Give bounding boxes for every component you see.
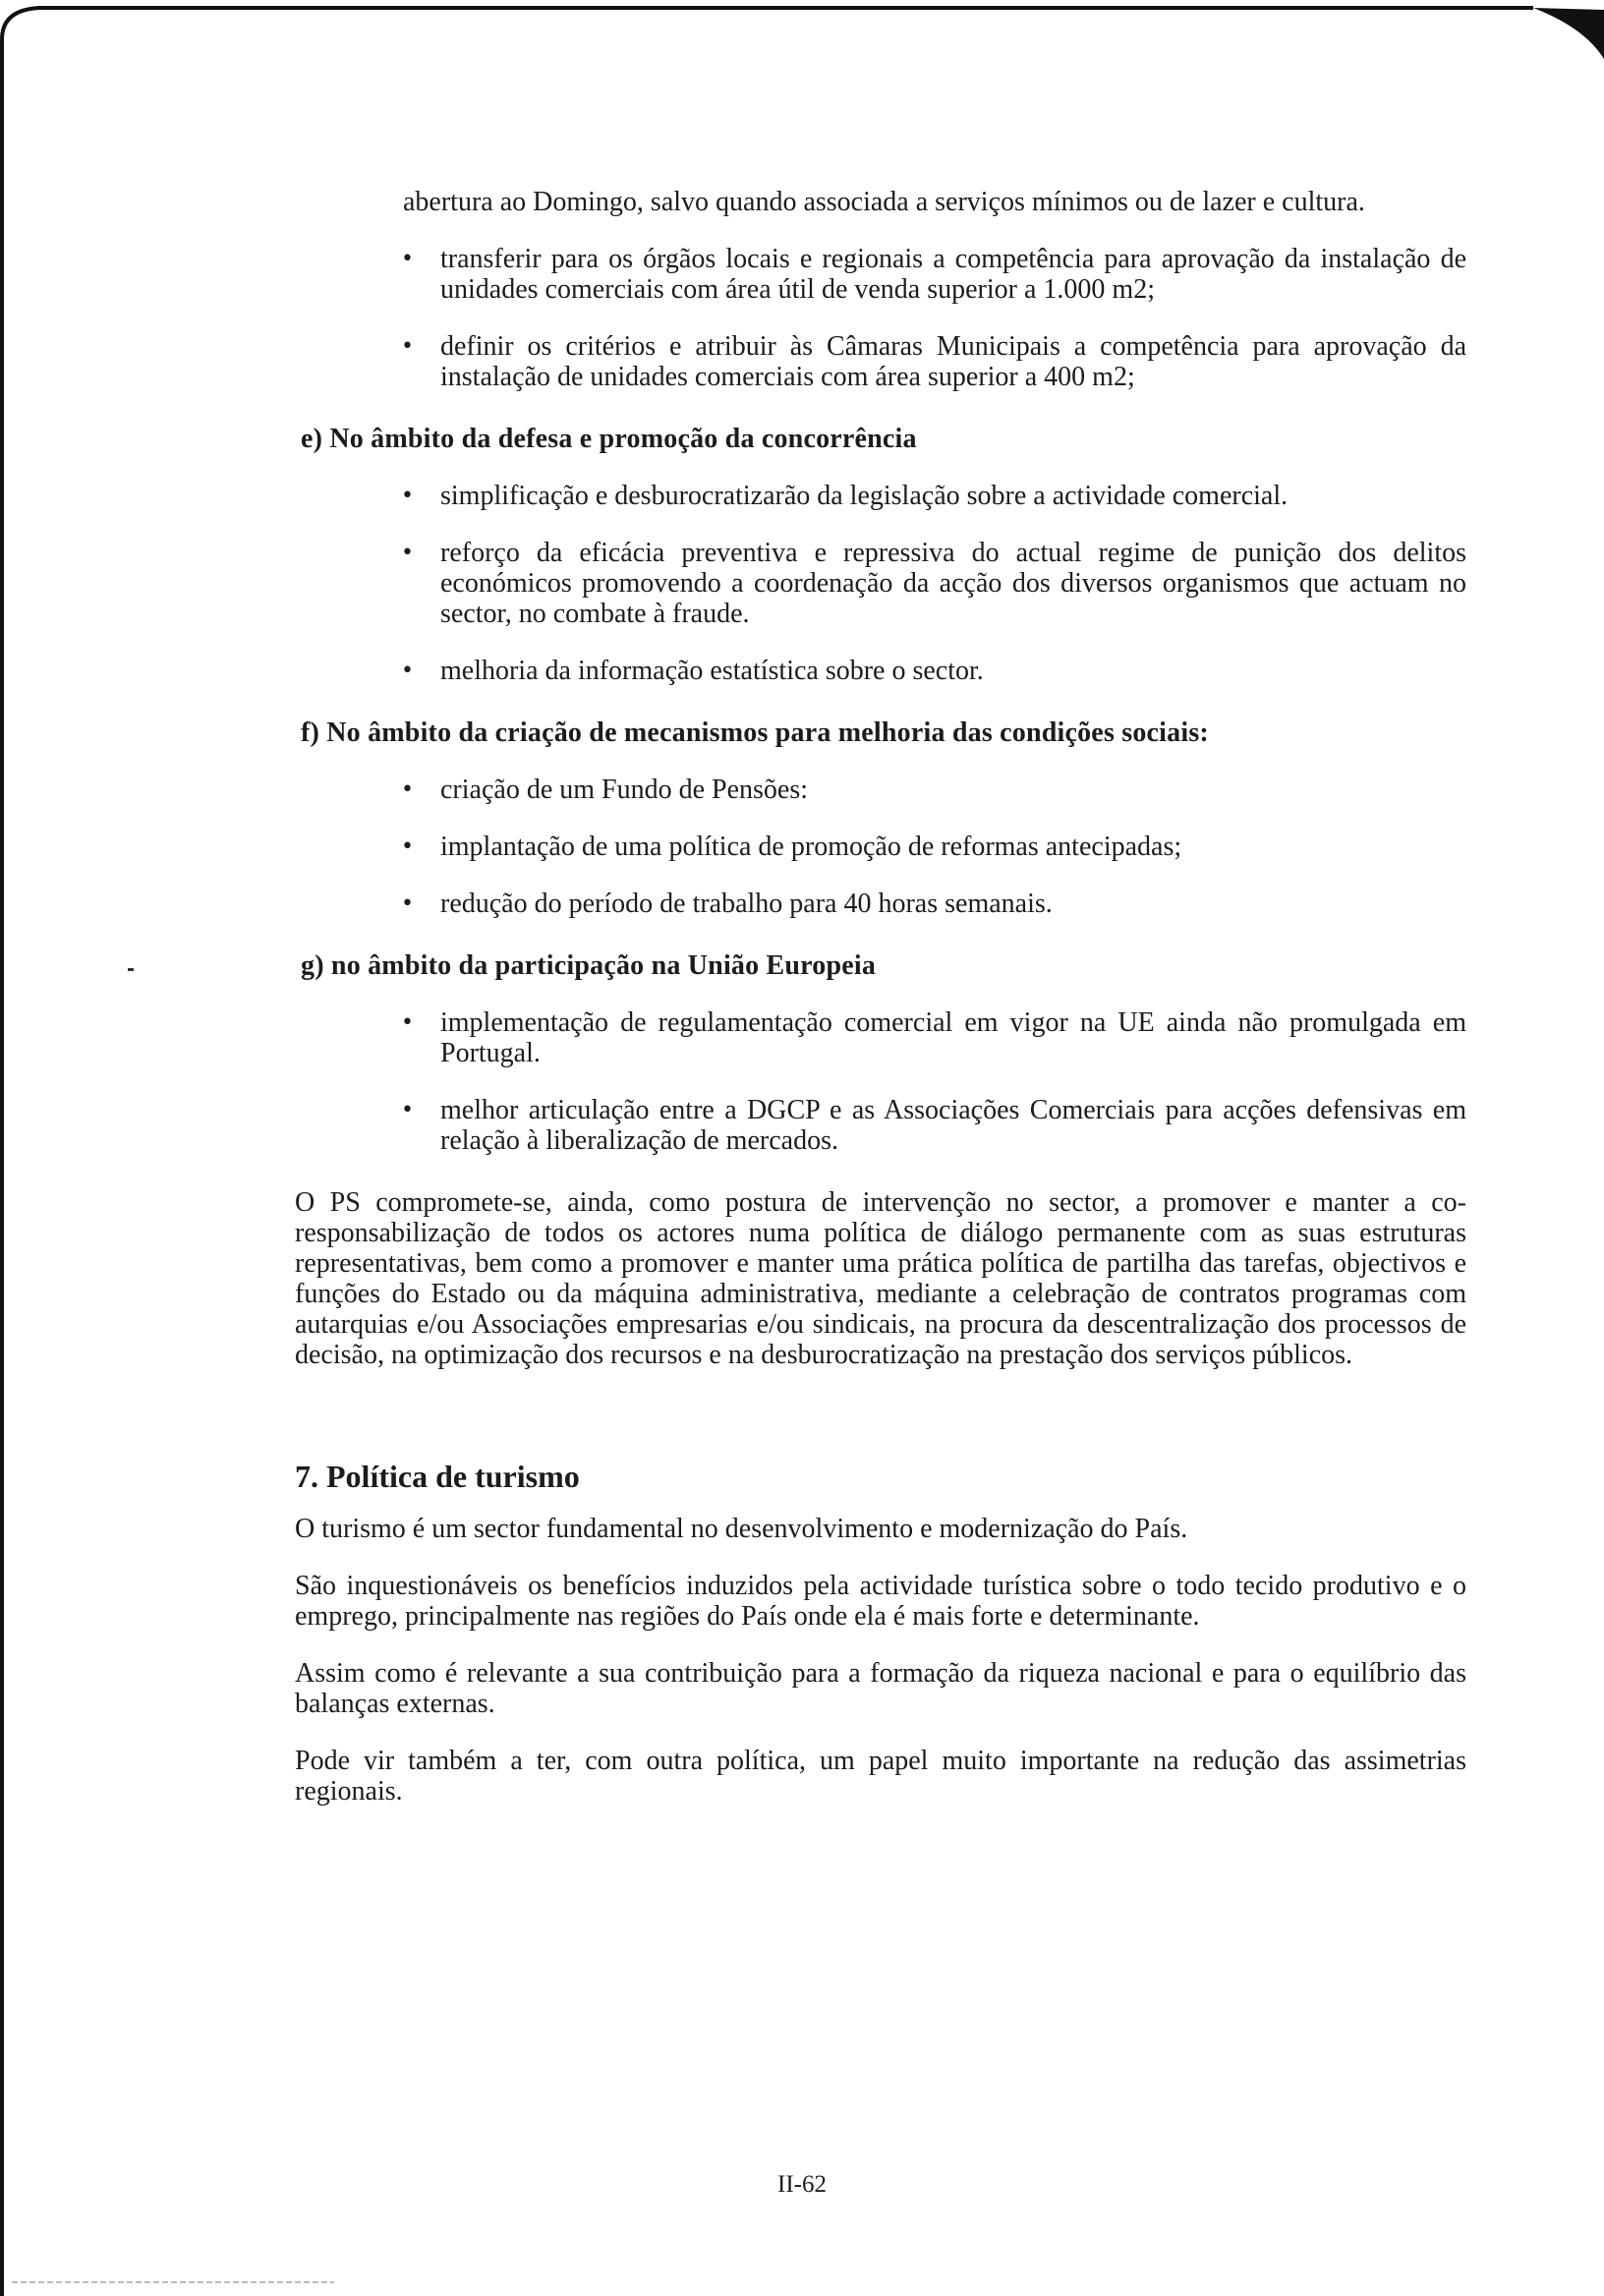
intro-bullet-list — [440, 244, 1466, 392]
chapter-paragraph: O turismo é um sector fundamental no desenvolvimento e modernização do País. — [295, 1514, 1188, 1544]
document-body — [295, 187, 1466, 1807]
chapter-title: 7. Política de turismo — [295, 1459, 580, 1494]
list-item: • simplificação e desburocratizarão da legislação sobre a actividade comercial. — [440, 481, 1466, 511]
section-g-list — [440, 1007, 1466, 1156]
list-item: • transferir para os órgãos locais e regionais a competência para aprovação da instalação de unidades comerciais com área útil de venda superior a 1.000 m2; — [440, 244, 1466, 305]
chapter-paragraph: Pode vir também a ter, com outra política, um papel muito importante na redução das assimetrias regionais. — [295, 1746, 1466, 1807]
section-e-list — [440, 481, 1466, 686]
list-item: • melhor articulação entre a DGCP e as Associações Comerciais para acções defensivas em relação à liberalização de mercados. — [440, 1095, 1466, 1156]
section-heading-f: f) No âmbito da criação de mecanismos para melhoria das condições sociais: — [301, 718, 1209, 748]
list-item: • implementação de regulamentação comercial em vigor na UE ainda não promulgada em Portugal. — [440, 1007, 1466, 1068]
list-item: • definir os critérios e atribuir às Câmaras Municipais a competência para aprovação da instalação de unidades comerciais com área superior a 400 m2; — [440, 331, 1466, 392]
list-item: • redução do período de trabalho para 40 horas semanais. — [440, 889, 1466, 919]
section-heading-g: g) no âmbito da participação na União Europeia — [301, 950, 877, 981]
list-item: • reforço da eficácia preventiva e repressiva do actual regime de punição dos delitos económicos promovendo a coordenação da acção dos diversos organismos que actuam no sector, no combate à fraude. — [440, 538, 1466, 629]
chapter-paragraph: São inquestionáveis os benefícios induzidos pela actividade turística sobre o todo tecido produtivo e o emprego, principalmente nas regiões do País onde ela é mais forte e determinante. — [295, 1571, 1466, 1632]
page-number: II-62 — [777, 2171, 827, 2198]
list-item: • melhoria da informação estatística sobre o sector. — [440, 656, 1466, 686]
chapter-paragraph: Assim como é relevante a sua contribuição para a formação da riqueza nacional e para o equilíbrio das balanças externas. — [295, 1658, 1466, 1719]
list-item: • criação de um Fundo de Pensões: — [440, 775, 1466, 805]
section-f-list — [440, 775, 1466, 919]
list-item: • implantação de uma política de promoção de reformas antecipadas; — [440, 832, 1466, 862]
intro-continuation: abertura ao Domingo, salvo quando associada a serviços mínimos ou de lazer e cultura. — [403, 187, 1365, 217]
section-heading-e: e) No âmbito da defesa e promoção da concorrência — [301, 424, 917, 454]
closing-paragraph: O PS compromete-se, ainda, como postura de intervenção no sector, a promover e manter a co-responsabilização de todos os actores numa política de diálogo permanente com as suas estruturas representativas, bem como a promover e manter uma prática política de partilha das tarefas, objectivos e funções do Estado ou da máquina administrativa, mediante a celebração de contratos programas com autarquias e/ou Associações empresarias e/ou sindicais, na procura da descentralização dos processos de decisão, na optimização dos recursos e na desburocratização na prestação dos serviços públicos. — [295, 1187, 1466, 1370]
scan-mark — [128, 968, 134, 971]
